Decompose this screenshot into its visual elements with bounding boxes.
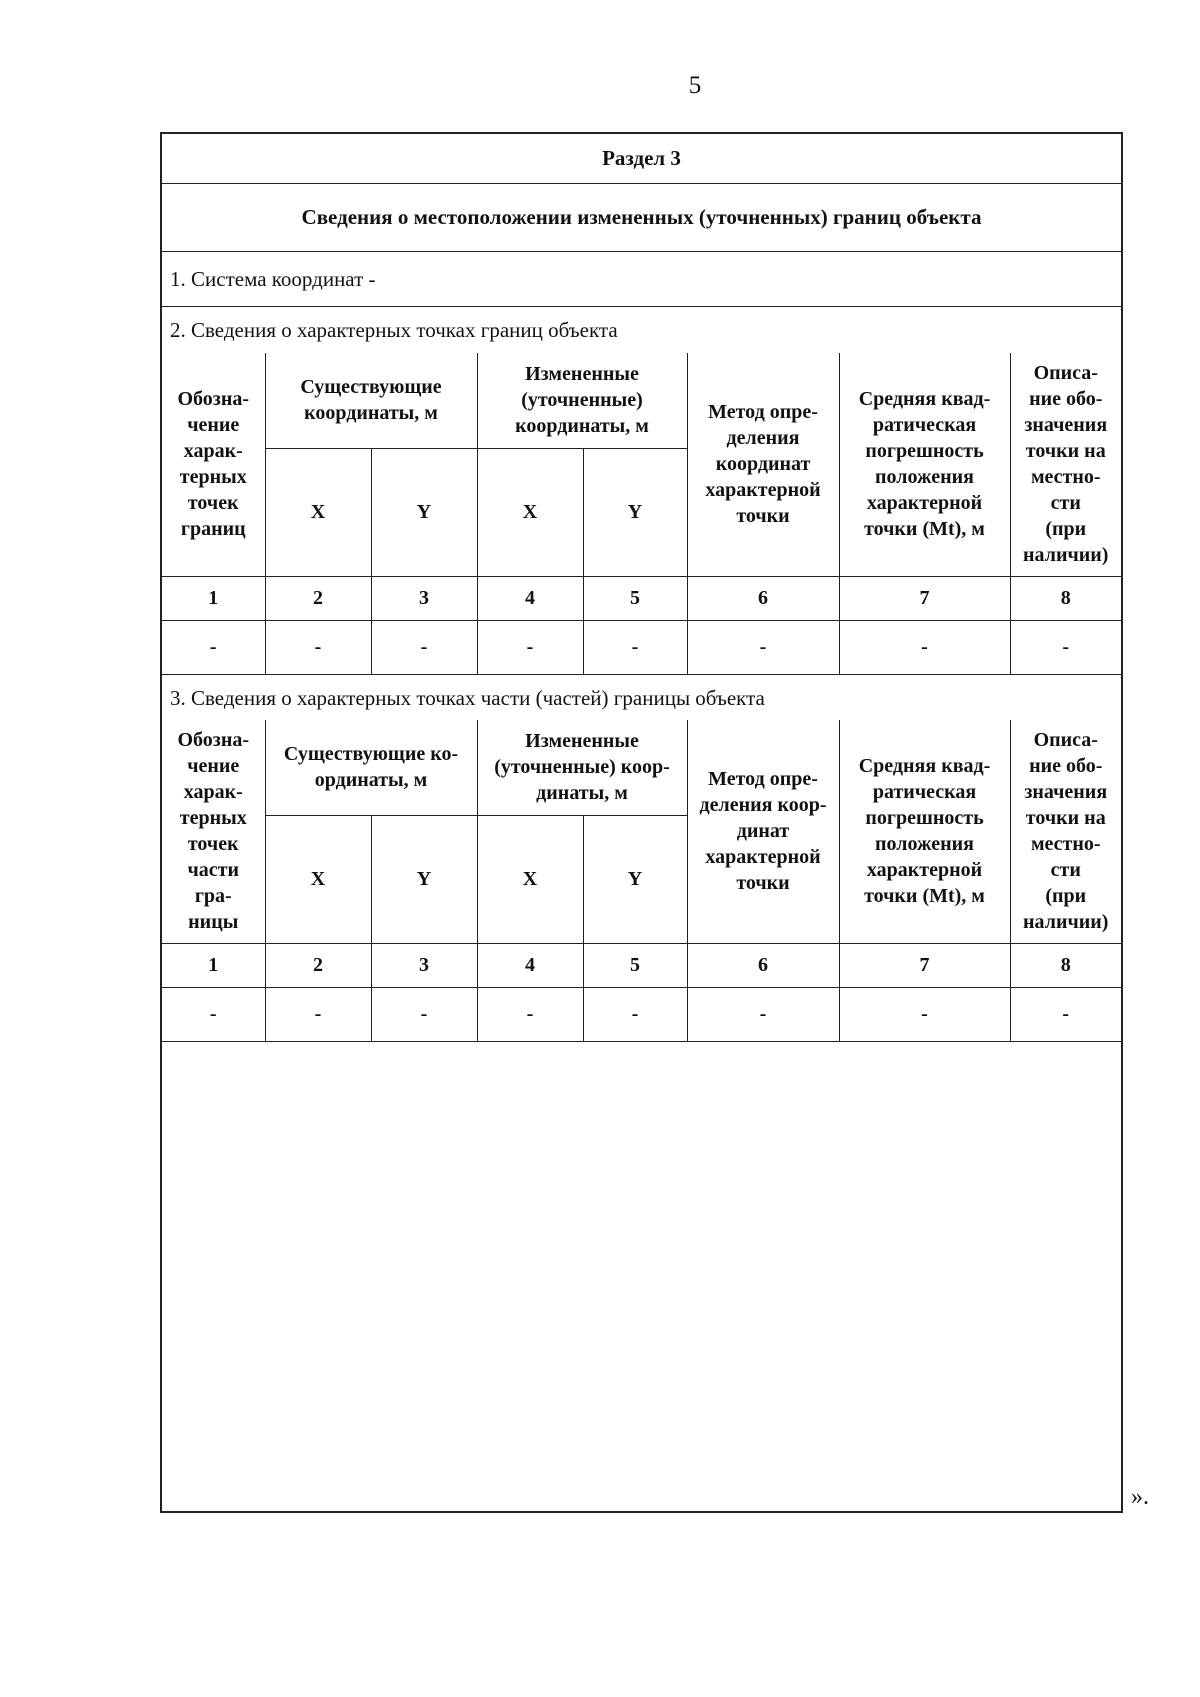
table-cell: - [371,620,477,674]
column-number: 3 [371,943,477,987]
header-error: Средняя квад- ратическая погрешность положения характерной точки (Mt), м [839,353,1010,576]
empty-drawing-area [162,1041,1121,1042]
column-number-row [162,576,1121,620]
header-existing-coordinates: Существующие ко- ординаты, м [265,720,477,815]
header-existing-coordinates: Существующие координаты, м [265,353,477,448]
column-number: 6 [687,943,839,987]
part-points-table [162,720,1121,1042]
column-number: 4 [477,576,583,620]
column-number: 4 [477,943,583,987]
table-cell: - [477,987,583,1041]
table-cell: - [839,620,1010,674]
header-designation: Обозна- чение харак- терных точек границ [162,353,265,576]
header-x-changed: X [477,815,583,943]
section-frame [160,132,1123,1513]
header-y-existing: Y [371,448,477,576]
header-x-existing: X [265,448,371,576]
table-cell: - [687,987,839,1041]
header-y-existing: Y [371,815,477,943]
header-method: Метод опре- деления коор- динат характерной точки [687,720,839,943]
table-cell: - [162,620,265,674]
table-cell: - [583,987,687,1041]
column-number: 8 [1010,576,1121,620]
column-number: 8 [1010,943,1121,987]
part-points-label: 3. Сведения о характерных точках части (частей) границы объекта [162,674,1121,721]
column-number: 1 [162,943,265,987]
table-cell: - [1010,987,1121,1041]
header-x-existing: X [265,815,371,943]
table-cell: - [583,620,687,674]
table-cell: - [687,620,839,674]
header-designation: Обозна- чение харак- терных точек части гра- ницы [162,720,265,943]
header-error: Средняя квад- ратическая погрешность положения характерной точки (Mt), м [839,720,1010,943]
boundary-points-table [162,353,1121,675]
column-number: 2 [265,576,371,620]
table-row [162,620,1121,674]
header-description: Описа- ние обо- значения точки на местно- сти (при наличии) [1010,720,1121,943]
header-description: Описа- ние обо- значения точки на местно- сти (при наличии) [1010,353,1121,576]
boundary-points-label: 2. Сведения о характерных точках границ объекта [170,317,618,342]
table-cell: - [265,620,371,674]
column-number: 5 [583,576,687,620]
table-cell: - [371,987,477,1041]
column-number-row [162,943,1121,987]
header-y-changed: Y [583,448,687,576]
column-number: 1 [162,576,265,620]
column-number: 5 [583,943,687,987]
table-cell: - [265,987,371,1041]
table-cell: - [162,987,265,1041]
header-changed-coordinates: Измененные (уточненные) координаты, м [477,353,687,448]
section-title: Раздел 3 [162,134,1121,184]
table-row [162,987,1121,1041]
coordinate-system-label: 1. Система координат - [162,252,1121,307]
table-cell: - [839,987,1010,1041]
column-number: 3 [371,576,477,620]
header-x-changed: X [477,448,583,576]
column-number: 6 [687,576,839,620]
column-number: 7 [839,943,1010,987]
column-number: 7 [839,576,1010,620]
closing-quote: ». [1131,1484,1149,1510]
page-number: 5 [688,72,702,99]
table-cell: - [1010,620,1121,674]
section-subtitle: Сведения о местоположении измененных (уточненных) границ объекта [162,184,1121,252]
column-number: 2 [265,943,371,987]
header-method: Метод опре- деления координат характерной точки [687,353,839,576]
header-changed-coordinates: Измененные (уточненные) коор- динаты, м [477,720,687,815]
header-y-changed: Y [583,815,687,943]
table-cell: - [477,620,583,674]
